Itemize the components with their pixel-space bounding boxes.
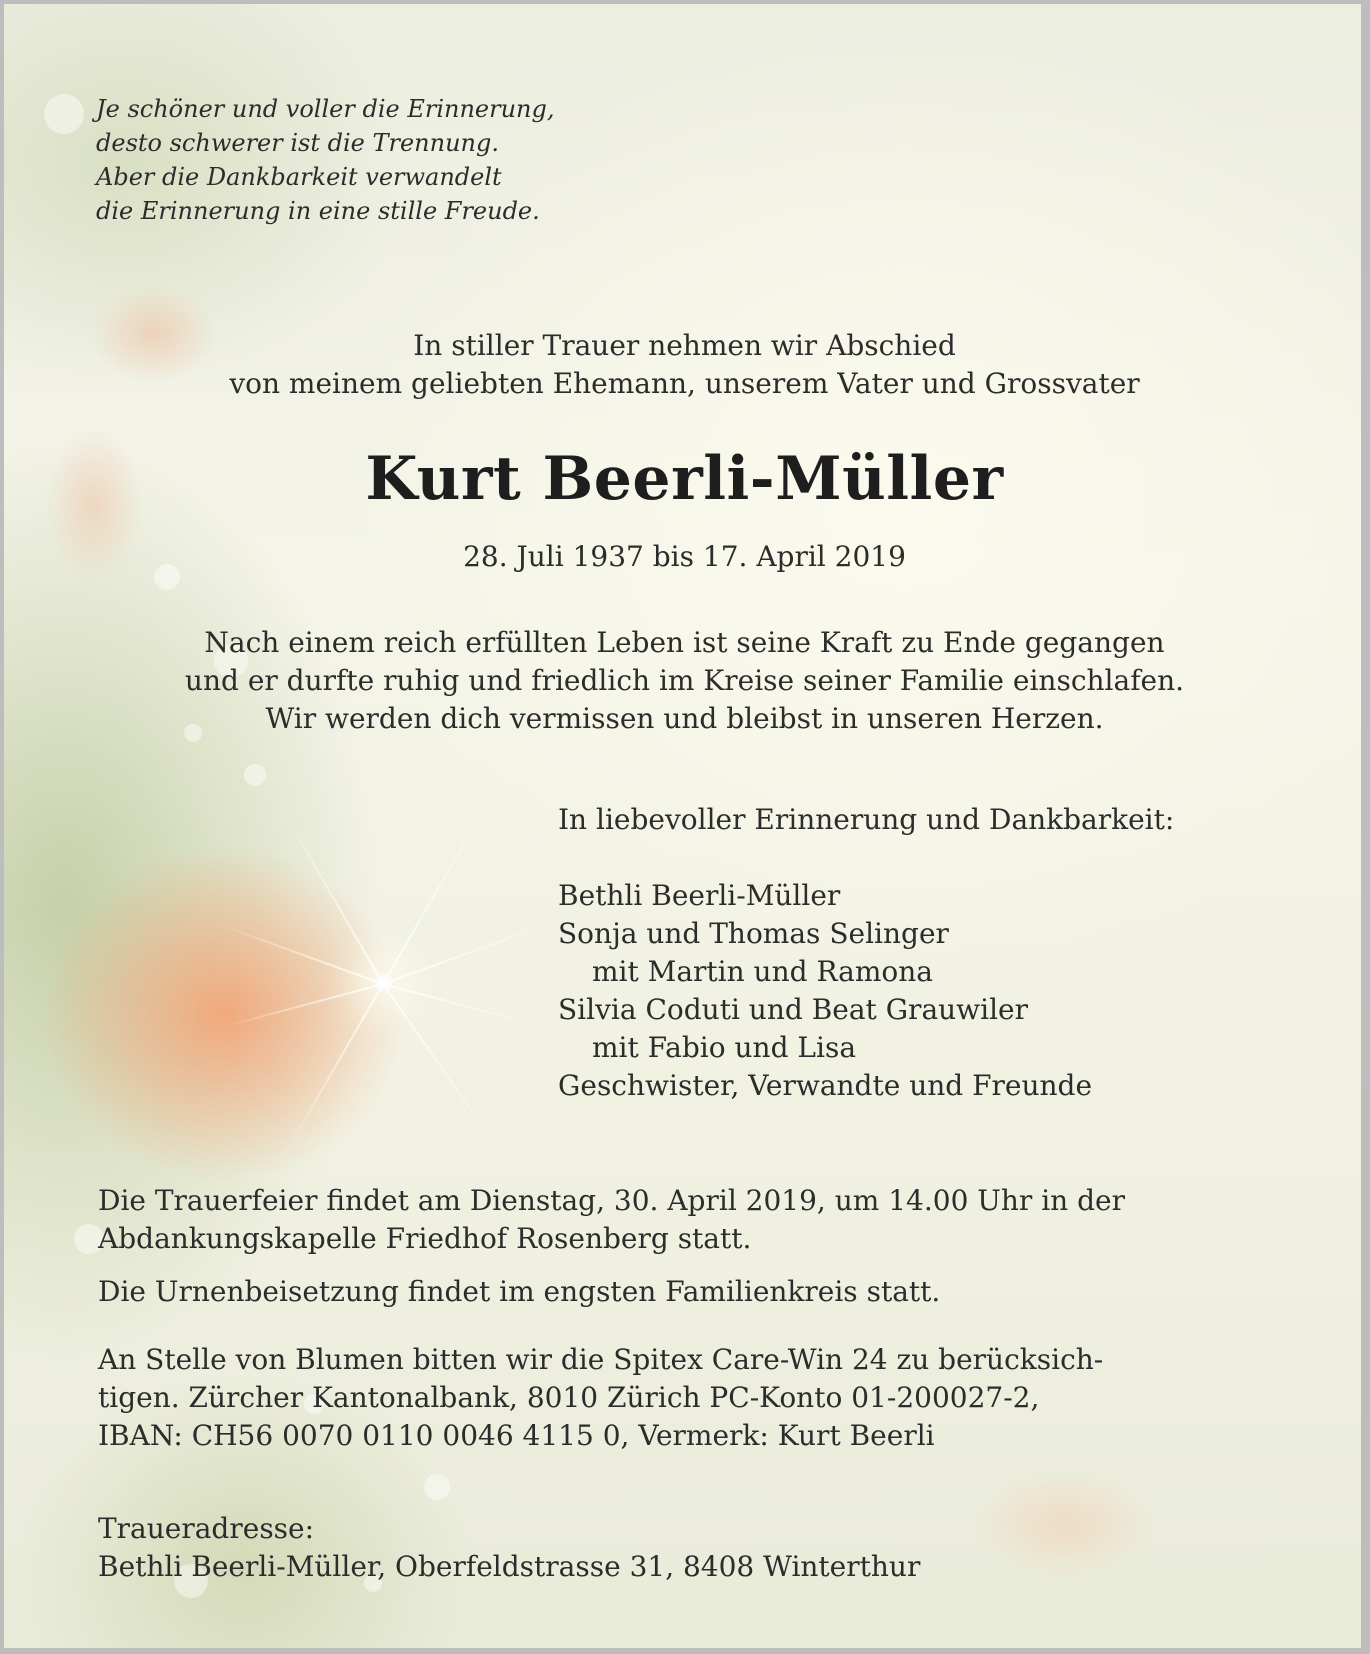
ceremony-line-1: Die Trauerfeier findet am Dienstag, 30. April 2019, um 14.00 Uhr in der (98, 1184, 1125, 1217)
mourner-line: Bethli Beerli-Müller (558, 879, 841, 912)
quote-line: Je schöner und voller die Erinnerung, (96, 95, 555, 123)
mourner-line: Silvia Coduti und Beat Grauwiler (558, 993, 1028, 1026)
intro-line-2: von meinem geliebten Ehemann, unserem Vater und Grossvater (229, 367, 1140, 400)
intro-line-1: In stiller Trauer nehmen wir Abschied (413, 329, 956, 362)
intro-text (4, 327, 1365, 403)
deceased-name: Kurt Beerli-Müller (365, 444, 1004, 514)
quote-line: Aber die Dankbarkeit verwandelt (96, 163, 502, 191)
mourner-line: mit Martin und Ramona (592, 955, 933, 988)
donation-line-2: tigen. Zürcher Kantonalbank, 8010 Zürich PC-Konto 01-200027-2, (98, 1381, 1040, 1414)
address-label: Traueradresse: (98, 1512, 315, 1545)
ceremony-line-2: Abdankungskapelle Friedhof Rosenberg statt. (98, 1222, 752, 1255)
donation-info (98, 1341, 1103, 1455)
life-dates: 28. Juli 1937 bis 17. April 2019 (463, 540, 906, 573)
mourner-line: mit Fabio und Lisa (592, 1031, 857, 1064)
quote-line: desto schwerer ist die Trennung. (96, 129, 499, 157)
quote-line: die Erinnerung in eine stille Freude. (96, 197, 540, 225)
mourners-list (558, 877, 1092, 1105)
memorial-quote (96, 92, 554, 228)
ceremony-info (98, 1182, 1125, 1258)
donation-line-1: An Stelle von Blumen bitten wir die Spitex Care-Win 24 zu berücksich- (98, 1343, 1104, 1376)
farewell-message (4, 624, 1365, 738)
message-line-1: Nach einem reich erfüllten Leben ist seine Kraft zu Ende gegangen (204, 626, 1165, 659)
donation-line-3: IBAN: CH56 0070 0110 0046 4115 0, Vermerk: Kurt Beerli (98, 1419, 935, 1452)
urn-burial-info: Die Urnenbeisetzung findet im engsten Familienkreis statt. (98, 1275, 941, 1308)
mourners-heading: In liebevoller Erinnerung und Dankbarkeit: (558, 803, 1175, 836)
mourning-address (98, 1510, 920, 1586)
mourner-line: Geschwister, Verwandte und Freunde (558, 1069, 1093, 1102)
address-value: Bethli Beerli-Müller, Oberfeldstrasse 31, 8408 Winterthur (98, 1550, 921, 1583)
mourner-line: Sonja und Thomas Selinger (558, 917, 949, 950)
message-line-3: Wir werden dich vermissen und bleibst in unseren Herzen. (265, 702, 1104, 735)
message-line-2: und er durfte ruhig und friedlich im Kreise seiner Familie einschlafen. (184, 664, 1185, 697)
